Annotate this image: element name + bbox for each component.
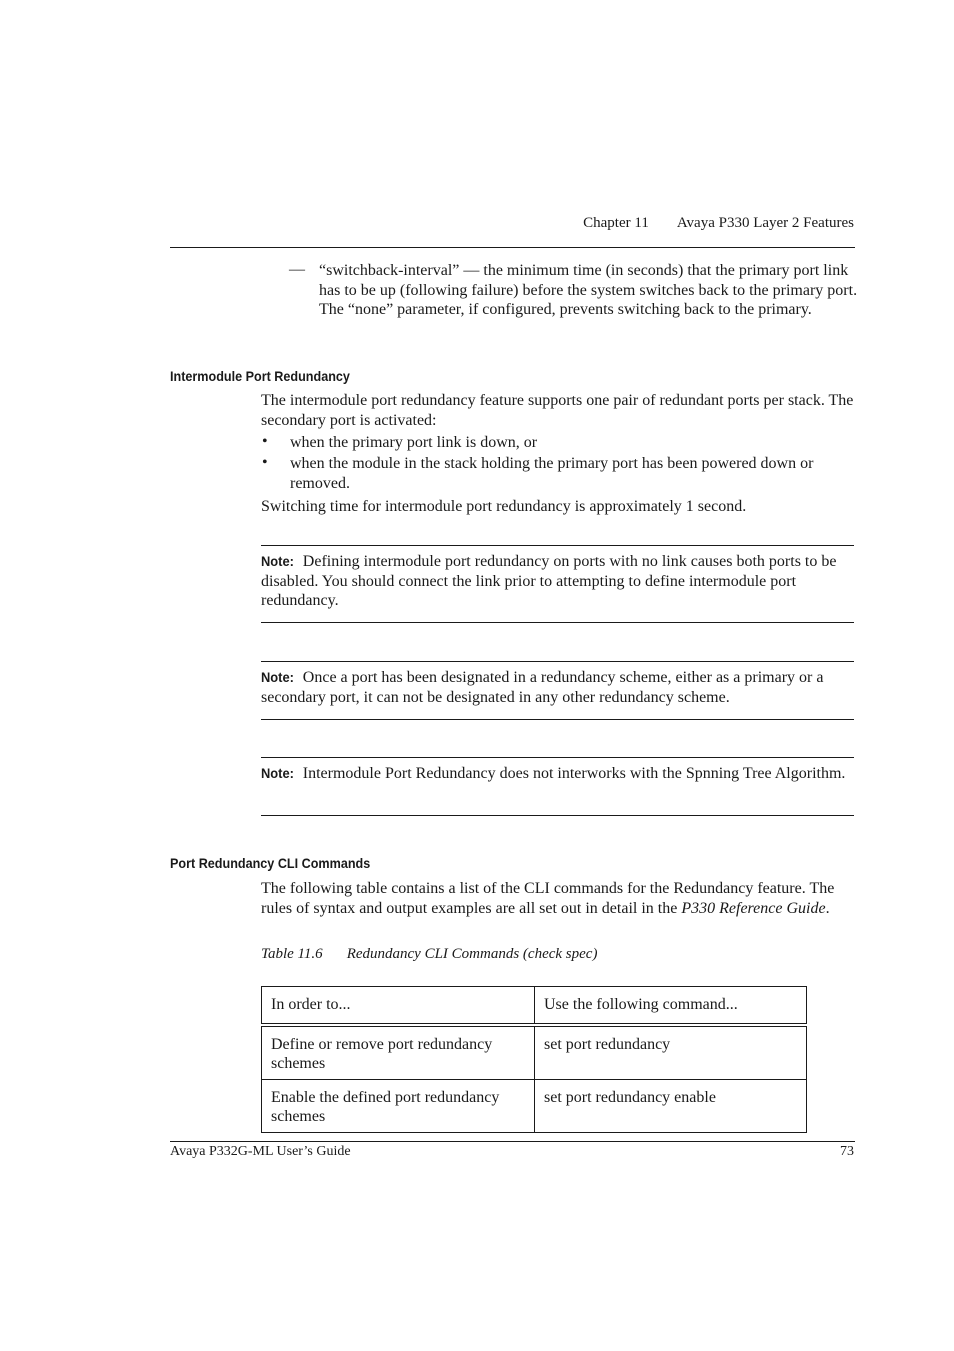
footer-rule — [170, 1141, 855, 1142]
note-label: Note: — [261, 553, 294, 569]
cli-intro-end: . — [825, 899, 830, 917]
chapter-label: Chapter 11 — [583, 215, 649, 231]
table-cell: Enable the defined port redundancy schemes — [262, 1080, 535, 1133]
running-header — [170, 215, 854, 232]
table-row — [262, 1025, 807, 1080]
section-heading-intermodule: Intermodule Port Redundancy — [170, 368, 350, 384]
intermodule-intro: The intermodule port redundancy feature supports one pair of redundant ports per stack. The secondary port is activated: — [261, 392, 854, 429]
table-caption-title: Redundancy CLI Commands (check spec) — [346, 946, 598, 962]
switching-time-text: Switching time for intermodule port redundancy is approximately 1 second. — [261, 498, 747, 515]
table-cell: Define or remove port redundancy schemes — [262, 1025, 535, 1080]
note-label: Note: — [261, 765, 294, 781]
note-rule-bottom — [261, 622, 854, 623]
table-caption — [261, 946, 597, 963]
table-header-cell: In order to... — [262, 987, 535, 1026]
table-cell: set port redundancy enable — [535, 1080, 807, 1133]
cli-commands-table — [261, 986, 807, 1133]
header-rule — [170, 247, 855, 248]
page-number: 73 — [840, 1144, 854, 1159]
chapter-title: Avaya P330 Layer 2 Features — [676, 215, 854, 231]
bullet-item: when the module in the stack holding the primary port has been powered down or removed. — [290, 455, 814, 492]
section-heading-cli-commands: Port Redundancy CLI Commands — [170, 855, 371, 871]
note-text: Defining intermodule port redundancy on ports with no link causes both ports to be disabled. You should connect the link prior to attempting to define intermodule port redundancy. — [261, 553, 837, 609]
note-1 — [261, 552, 854, 611]
table-header-cell: Use the following command... — [535, 987, 807, 1026]
table-cell: set port redundancy — [535, 1025, 807, 1080]
note-rule-bottom — [261, 719, 854, 720]
note-text: Intermodule Port Redundancy does not interworks with the Spnning Tree Algorithm. — [302, 765, 846, 782]
note-text: Once a port has been designated in a redundancy scheme, either as a primary or a secondary port, it can not be designated in any other redundancy scheme. — [261, 669, 824, 706]
note-label: Note: — [261, 669, 294, 685]
reference-guide-title: P330 Reference Guide — [681, 899, 826, 917]
note-2 — [261, 668, 854, 707]
table-row — [262, 1080, 807, 1133]
note-rule-top — [261, 757, 854, 758]
note-rule-top — [261, 661, 854, 662]
note-3 — [261, 764, 854, 784]
cli-intro — [261, 879, 857, 918]
footer-guide-title: Avaya P332G-ML User’s Guide — [170, 1144, 351, 1159]
table-header-row — [262, 987, 807, 1026]
note-rule-bottom — [261, 815, 854, 816]
cli-intro-text: The following table contains a list of the CLI commands for the Redundancy feature. The rules of syntax and output examples are all set out in detail in the — [261, 880, 835, 917]
note-rule-top — [261, 545, 854, 546]
bullet-marker: • — [262, 433, 268, 450]
table-caption-number: Table 11.6 — [261, 946, 323, 962]
bullet-item: when the primary port link is down, or — [290, 434, 538, 451]
dash-marker: — — [289, 261, 305, 278]
dash-item-text: “switchback-interval” — the minimum time (in seconds) that the primary port link has to be up (following failure) before the system switches back to the primary port. The “none” parameter, if configured, prevents switching back to the primary. — [319, 262, 858, 318]
bullet-marker: • — [262, 454, 268, 471]
